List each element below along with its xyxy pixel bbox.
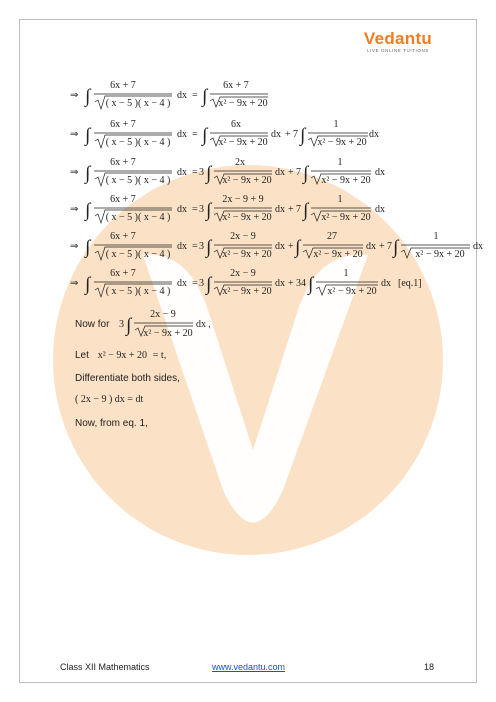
coefficient: 7 xyxy=(296,167,301,178)
integral-sign: ∫ xyxy=(85,237,91,258)
footer-link[interactable]: www.vedantu.com xyxy=(212,662,286,672)
coefficient: 3 xyxy=(199,241,204,252)
plus: + xyxy=(288,241,294,252)
let-text: Let xyxy=(75,350,89,361)
coefficient: 3 xyxy=(199,278,204,289)
equals: = xyxy=(192,278,198,289)
dx: dx xyxy=(177,204,187,215)
integral-sign: ∫ xyxy=(303,163,309,184)
equals: = xyxy=(192,167,198,178)
integral-sign: ∫ xyxy=(85,274,91,295)
denominator: ( x − 5 )( x − 4 ) xyxy=(105,212,171,223)
denominator: ( x − 5 )( x − 4 ) xyxy=(105,98,171,109)
denominator: x² − 9x + 20 xyxy=(218,137,268,148)
denominator: x² − 9x + 20 xyxy=(143,328,193,339)
dx: dx xyxy=(275,167,285,178)
implies-symbol: ⇒ xyxy=(70,90,79,101)
numerator: 1 xyxy=(337,194,343,205)
numerator: 2x − 9 + 9 xyxy=(222,194,264,205)
integral-sign: ∫ xyxy=(206,200,212,221)
coefficient: 7 xyxy=(387,241,392,252)
integral-sign: ∫ xyxy=(393,237,399,258)
plus: + xyxy=(288,278,294,289)
coefficient: 7 xyxy=(296,204,301,215)
dx: dx xyxy=(177,90,187,101)
dx: dx xyxy=(177,241,187,252)
implies-symbol: ⇒ xyxy=(70,278,79,289)
now-from-line: Now, from eq. 1, xyxy=(75,418,148,429)
integral-sign: ∫ xyxy=(85,86,91,107)
numerator: 6x + 7 xyxy=(110,157,136,168)
footer-subject: Class XII Mathematics xyxy=(60,662,150,672)
dx: dx xyxy=(177,278,187,289)
denominator: x² − 9x + 20 xyxy=(415,249,465,260)
equation-line-4 xyxy=(70,192,390,226)
integral-sign: ∫ xyxy=(202,86,208,107)
coefficient: 7 xyxy=(293,129,298,140)
numerator: 27 xyxy=(327,231,337,242)
dx: dx xyxy=(275,241,285,252)
integral-sign: ∫ xyxy=(308,274,314,295)
numerator: 2x xyxy=(235,157,245,168)
denominator: x² − 9x + 20 xyxy=(321,212,371,223)
differentiate-line: Differentiate both sides, xyxy=(75,373,180,384)
numerator: 2x − 9 xyxy=(230,231,256,242)
dx: dx xyxy=(375,204,385,215)
equals: = xyxy=(192,90,198,101)
denominator: x² − 9x + 20 xyxy=(327,286,377,297)
numerator: 2x − 9 xyxy=(230,268,256,279)
dx: dx xyxy=(275,278,285,289)
denominator: x² − 9x + 20 xyxy=(317,137,367,148)
denominator: x² − 9x + 20 xyxy=(218,98,268,109)
denominator: ( x − 5 )( x − 4 ) xyxy=(105,175,171,186)
denominator: x² − 9x + 20 xyxy=(321,175,371,186)
integral-sign: ∫ xyxy=(295,237,301,258)
implies-symbol: ⇒ xyxy=(70,241,79,252)
denominator: ( x − 5 )( x − 4 ) xyxy=(105,137,171,148)
numerator: 1 xyxy=(433,231,439,242)
logo-word: Vedantu xyxy=(363,29,433,48)
implies-symbol: ⇒ xyxy=(70,204,79,215)
denominator: ( x − 5 )( x − 4 ) xyxy=(105,286,171,297)
numerator: 6x xyxy=(231,119,241,130)
equation-line-2 xyxy=(70,117,390,151)
coefficient: 3 xyxy=(119,319,124,330)
numerator: 6x + 7 xyxy=(110,231,136,242)
numerator: 6x + 7 xyxy=(223,80,249,91)
equation-line-6 xyxy=(70,266,440,300)
footer-page-number: 18 xyxy=(424,662,435,672)
coefficient: 34 xyxy=(296,278,306,289)
integral-sign: ∫ xyxy=(126,315,132,336)
integral-sign: ∫ xyxy=(303,200,309,221)
equals: = xyxy=(192,129,198,140)
svg-text:,: , xyxy=(208,319,211,330)
plus: + xyxy=(379,241,385,252)
plus: + xyxy=(288,167,294,178)
now-for-text: Now for xyxy=(75,319,110,330)
integral-sign: ∫ xyxy=(300,125,306,146)
numerator: 6x + 7 xyxy=(110,119,136,130)
dx: dx xyxy=(473,241,483,252)
integral-sign: ∫ xyxy=(85,163,91,184)
denominator: x² − 9x + 20 xyxy=(222,286,272,297)
integral-sign: ∫ xyxy=(85,200,91,221)
dx: dx xyxy=(177,129,187,140)
denominator: x² − 9x + 20 xyxy=(313,249,363,260)
equals: = xyxy=(192,204,198,215)
dx: dx xyxy=(369,129,379,140)
logo-tagline: LIVE ONLINE TUITIONS xyxy=(367,48,429,53)
dx: dx xyxy=(196,319,206,330)
implies-symbol: ⇒ xyxy=(70,167,79,178)
equals: = xyxy=(192,241,198,252)
integral-sign: ∫ xyxy=(85,125,91,146)
equation-line-3 xyxy=(70,155,390,189)
dx: dx xyxy=(381,278,391,289)
vedantu-logo xyxy=(358,30,438,54)
now-for-line xyxy=(75,308,295,345)
substitution-expression: x² − 9x + 20 xyxy=(97,350,147,361)
equation-line-5 xyxy=(70,229,490,263)
numerator: 1 xyxy=(337,157,343,168)
equation-reference: [eq.1] xyxy=(398,278,422,289)
coefficient: 3 xyxy=(199,167,204,178)
differential-line: ( 2x − 9 ) dx = dt xyxy=(75,394,144,405)
integral-sign: ∫ xyxy=(206,237,212,258)
dx: dx xyxy=(375,167,385,178)
coefficient: 3 xyxy=(199,204,204,215)
plus: + xyxy=(285,129,291,140)
denominator: x² − 9x + 20 xyxy=(222,175,272,186)
integral-sign: ∫ xyxy=(206,163,212,184)
denominator: ( x − 5 )( x − 4 ) xyxy=(105,249,171,260)
denominator: x² − 9x + 20 xyxy=(222,249,272,260)
integral-sign: ∫ xyxy=(202,125,208,146)
dx: dx xyxy=(366,241,376,252)
numerator: 6x + 7 xyxy=(110,268,136,279)
numerator: 1 xyxy=(343,268,349,279)
substitution-variable: = t xyxy=(152,350,164,361)
integral-sign: ∫ xyxy=(206,274,212,295)
equation-line-1 xyxy=(70,78,330,112)
numerator: 1 xyxy=(333,119,339,130)
let-line: Let x² − 9x + 20 = t, xyxy=(75,350,167,361)
numerator: 6x + 7 xyxy=(110,80,136,91)
implies-symbol: ⇒ xyxy=(70,129,79,140)
numerator: 2x − 9 xyxy=(150,309,176,320)
footer-link-wrapper xyxy=(212,662,285,672)
dx: dx xyxy=(177,167,187,178)
dx: dx xyxy=(271,129,281,140)
denominator: x² − 9x + 20 xyxy=(222,212,272,223)
dx: dx xyxy=(275,204,285,215)
plus: + xyxy=(288,204,294,215)
numerator: 6x + 7 xyxy=(110,194,136,205)
